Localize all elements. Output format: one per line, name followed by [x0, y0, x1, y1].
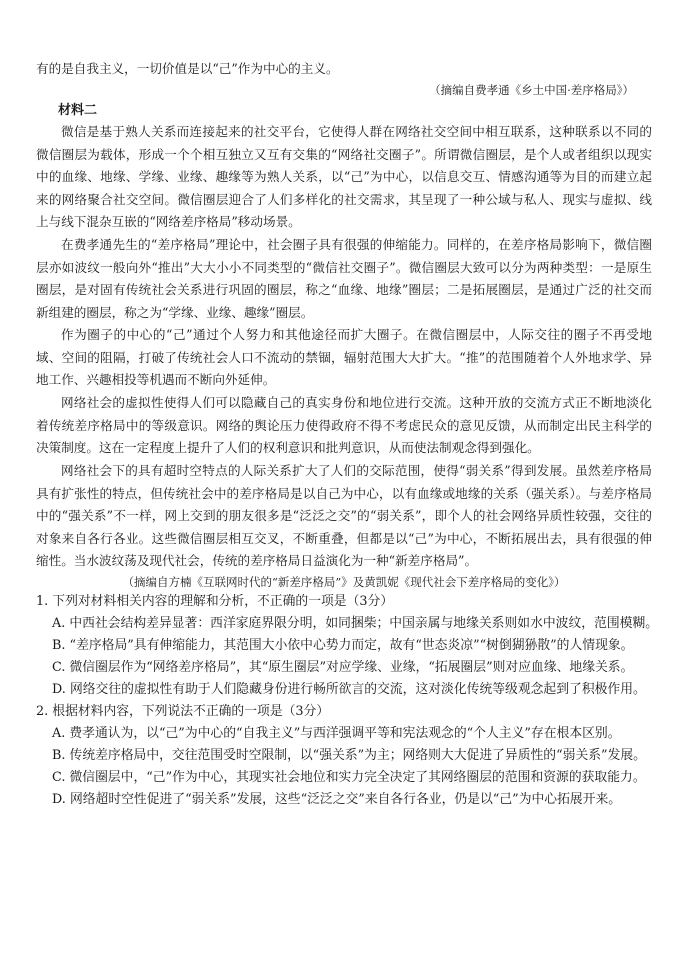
source-citation-2: （摘编自方楠《互联网时代的“新差序格局”》及黄凯妮《现代社会下差序格局的变化》）	[122, 575, 566, 589]
question-1-option-a[interactable]: A. 中西社会结构差异显著：西洋家庭界限分明，如同捆柴；中国亲属与地缘关系则如水中波纹，范围模糊。	[52, 616, 659, 631]
question-1-option-c[interactable]: C. 微信圈层作为“网络差序格局”，其“原生圈层”对应学缘、业缘，“拓展圈层”则对应血缘、地缘关系。	[52, 660, 634, 675]
question-2-stem: 2. 根据材料内容，下列说法不正确的一项是（3分）	[36, 704, 330, 719]
question-1-stem: 1. 下列对材料相关内容的理解和分析，不正确的一项是（3分）	[36, 594, 394, 609]
source-citation-1: （摘编自费孝通《乡土中国·差序格局》）	[429, 83, 634, 97]
material-paragraph-1: 微信是基于熟人关系而连接起来的社交平台，它使得人群在网络社交空间中相互联系，这种联系以不同的微信圈层为载体，形成一个个相互独立又互有交集的“网络社交圈子”。所谓微信圈层，是个人或者组织以现实中的血缘、地缘、学缘、业缘、趣缘等为熟人关系，以“己”为中心，以信息交互、情感沟通等为目的而建立起来的网络聚合社交空间。微信圈层迎合了人们多样化的社交需求，其呈现了一种公域与私人、现实与虚拟、线上与线下混杂互嵌的“网络差序格局”移动场景。	[36, 124, 652, 230]
material-paragraph-2: 在费孝通先生的“差序格局”理论中，社会圈子具有很强的伸缩能力。同样的，在差序格局影响下，微信圈层亦如波纹一般向外“推出”大大小小不同类型的“微信社交圈子”。微信圈层大致可以分为两种类型：一是原生圈层，是对固有传统社会关系进行巩固的圈层，称之“血缘、地缘”圈层；二是拓展圈层，是通过广泛的社交而新组建的圈层，称之为“学缘、业缘、趣缘”圈层。	[36, 237, 652, 320]
material-paragraph-3: 作为圈子的中心的“己”通过个人努力和其他途径而扩大圈子。在微信圈层中，人际交往的圈子不再受地域、空间的阻隔，打破了传统社会人口不流动的禁锢，辐射范围大大扩大。“推”的范围随着个人外地求学、异地工作、兴趣相投等机遇而不断向外延伸。	[36, 327, 652, 388]
question-2-option-d[interactable]: D. 网络超时空性促进了“弱关系”发展，这些“泛泛之交”来自各行各业，仍是以“己”为中心拓展开来。	[52, 792, 622, 807]
question-2-option-b[interactable]: B. 传统差序格局中，交往范围受时空限制，以“强关系”为主；网络则大大促进了异质性的“弱关系”发展。	[52, 748, 646, 763]
material-paragraph-4: 网络社会的虚拟性使得人们可以隐藏自己的真实身份和地位进行交流。这种开放的交流方式正不断地淡化着传统差序格局中的等级意识。网络的舆论压力使得政府不得不考虑民众的意见反馈，从而制定出民主科学的决策制度。这在一定程度上提升了人们的权利意识和批判意识，从而使法制观念得到强化。	[36, 395, 652, 456]
material-paragraph-5: 网络社会下的具有超时空特点的人际关系扩大了人们的交际范围，使得“弱关系”得到发展。虽然差序格局具有扩张性的特点，但传统社会中的差序格局是以自己为中心，以有血缘或地缘的关系（强关系）。与差序格局中的“强关系”不一样，网上交到的朋友很多是“泛泛之交”的“弱关系”，即个人的社会网络异质性较强，交往的对象来自各行各业。这些微信圈层相互交叉，不断重叠，但都是以“己”为中心，不断拓展出去，具有很强的伸缩性。当水波纹荡及现代社会，传统的差序格局日益演化为一种“新差序格局”。	[36, 463, 652, 569]
question-2-option-a[interactable]: A. 费孝通认为，以“己”为中心的“自我主义”与西洋强调平等和宪法观念的“个人主义”存在根本区别。	[52, 726, 621, 741]
intro-line: 有的是自我主义，一切价值是以“己”作为中心的主义。	[36, 61, 339, 76]
question-2-option-c[interactable]: C. 微信圈层中，“己”作为中心，其现实社会地位和实力完全决定了其网络圈层的范围和资源的获取能力。	[52, 770, 646, 785]
question-1-option-b[interactable]: B. “差序格局”具有伸缩能力，其范围大小依中心势力而定，故有“世态炎凉”“树倒猢狲散”的人情现象。	[52, 638, 634, 653]
question-1-option-d[interactable]: D. 网络交往的虚拟性有助于人们隐藏身份进行畅所欲言的交流，这对淡化传统等级观念起到了积极作用。	[52, 682, 646, 697]
material-2-heading: 材料二	[58, 103, 98, 118]
